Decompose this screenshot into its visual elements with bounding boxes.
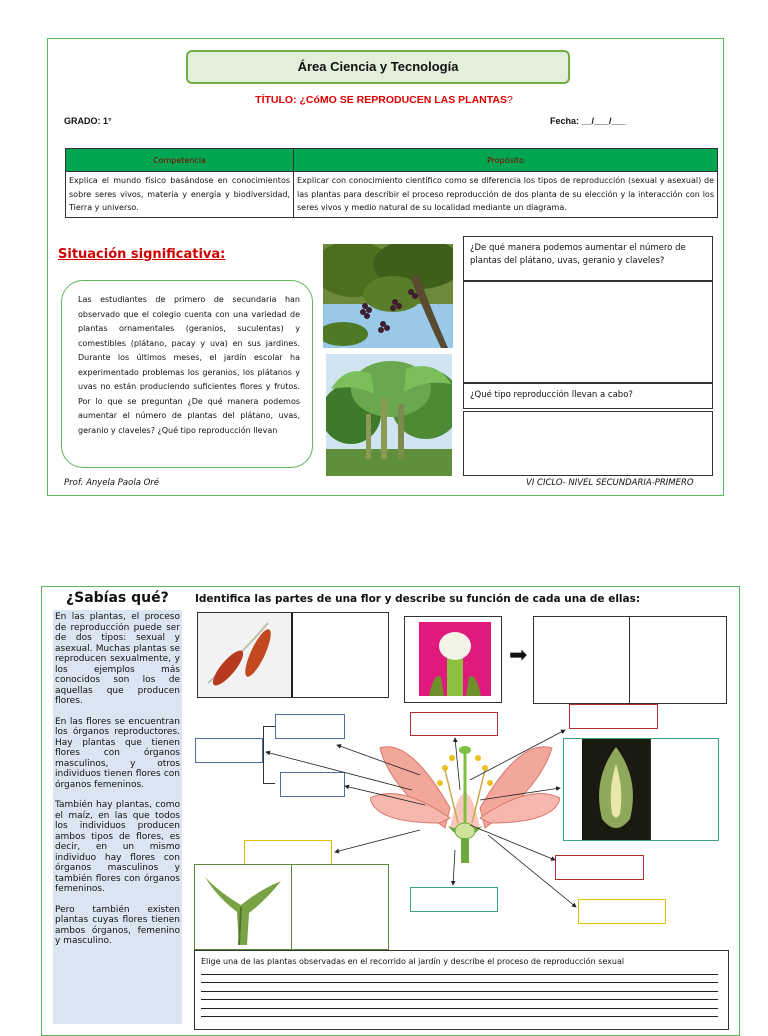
writing-line[interactable] — [201, 992, 718, 1001]
writing-line[interactable] — [201, 1000, 718, 1009]
identifica-instruction: Identifica las partes de una flor y describe su función de cada una de ellas: — [195, 593, 641, 605]
competencia-cell: Explica el mundo físico basándose en conocimientos sobre seres vivos, materia y energía y biodiversidad, Tierra y universo. — [66, 172, 294, 218]
sabias-title: ¿Sabías qué? — [66, 590, 169, 606]
question-1: ¿De qué manera podemos aumentar el número de plantas del plátano, uvas, geranio y claveles? — [470, 243, 686, 266]
lesson-title: TÍTULO: ¿CóMO SE REPRODUCEN LAS PLANTAS? — [255, 94, 513, 106]
competencia-header: Competencia — [66, 149, 294, 172]
sabias-paragraph: En las flores se encuentran los órganos reproductores. Hay plantas que tienen flores con órganos masculinos, y otros individuos tienen flores con órganos femeninos. — [55, 716, 180, 790]
reproduction-description-box[interactable] — [194, 950, 729, 1030]
proposito-header: Propósito — [294, 149, 718, 172]
fecha-label: Fecha: __/___/___ — [550, 116, 627, 126]
arrow-right-icon: ➡ — [509, 642, 528, 667]
area-title: Área Ciencia y Tecnología — [186, 50, 570, 84]
grado-label: GRADO: 1° — [64, 116, 112, 126]
writing-line[interactable] — [201, 975, 718, 984]
sabias-paragraph: También hay plantas, como el maíz, en las que todos los individuos producen ambos tipos de flores, es decir, en un mismo individuo hay flores con órganos masculinos y también flores con órganos femeninos. — [55, 800, 180, 894]
footer-author: Prof. Anyela Paola Oré — [64, 478, 160, 488]
situacion-title: Situación significativa: — [58, 247, 226, 262]
situacion-text: Las estudiantes de primero de secundaria han observado que el colegio cuenta con una variedad de plantas ornamentales (geranios, suculentas) y comestibles (plátano, pacay y uva) en sus jardines. Durante los últimos meses, el jardín escolar ha experimentado problemas los geranios, los plátanos y uvas no están produciendo suficientes flores y frutos. Por lo que se preguntan ¿De qué manera podemos aumentar el número de plantas del plátano, uvas, geranio y claveles? ¿Qué tipo reproducción llevan — [78, 295, 300, 435]
proposito-cell: Explicar con conocimiento científico como se diferencia los tipos de reproducción (sexual y asexual) de las plantas para describir el proceso reproducción de dos planta de su elección y la interacción con los seres vivos y medio natural de su localidad mediante un diagrama. — [294, 172, 718, 218]
writing-line[interactable] — [201, 1009, 718, 1018]
writing-line[interactable] — [201, 983, 718, 992]
sabias-paragraph: Pero también existen plantas cuyas flores tienen ambos órganos, femenino y masculino. — [55, 904, 180, 946]
sabias-paragraph: En las plantas, el proceso de reproducción puede ser de dos tipos: sexual y asexual. Muchas plantas se reproducen sexualmente, y los ejemplos más conocidos son los de aquellas que producen flores. — [55, 612, 180, 706]
footer-level: VI CICLO- NIVEL SECUNDARIA-PRIMERO — [526, 478, 694, 488]
elige-instruction: Elige una de las plantas observadas en el recorrido al jardín y describe el proceso de reproducción sexual — [201, 957, 625, 966]
writing-line[interactable] — [201, 966, 718, 975]
question-2: ¿Qué tipo reproducción llevan a cabo? — [470, 390, 633, 400]
